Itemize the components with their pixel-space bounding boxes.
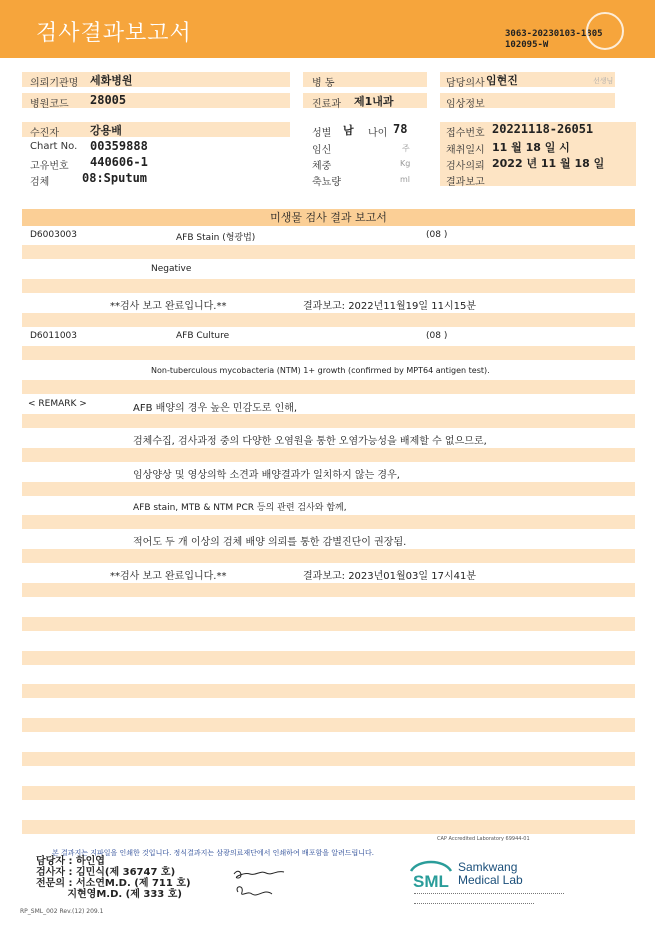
test2-specimen: (08 )	[426, 331, 448, 341]
label-urine-volume: 축뇨량	[312, 177, 341, 188]
remark-line: AFB 배양의 경우 높은 민감도로 인해,	[133, 403, 298, 414]
unit-weeks: 주	[402, 144, 410, 153]
result-band-row	[22, 380, 635, 394]
test1-report-time: 결과보고: 2022년11월19일 11시15분	[303, 301, 477, 312]
label-patient: 수진자	[30, 128, 59, 139]
test2-result: Non-tuberculous mycobacteria (NTM) 1+ growth (confirmed by MPT64 antigen test).	[151, 366, 490, 375]
result-band-row	[22, 786, 635, 800]
unit-ml: ml	[400, 175, 411, 184]
lab-name-line2: Medical Lab	[458, 873, 523, 887]
label-doctor: 담당의사	[446, 78, 485, 89]
value-receipt-no: 20221118-26051	[492, 122, 594, 136]
label-pregnancy: 임신	[312, 145, 332, 156]
result-band-row	[22, 414, 635, 428]
section-title: 미생물 검사 결과 보고서	[22, 209, 635, 226]
test2-completion: **검사 보고 완료입니다.**	[110, 571, 227, 582]
unit-kg: Kg	[400, 159, 411, 168]
result-band-row	[22, 245, 635, 259]
footer-notice: 본 결과지는 지파일을 인쇄한 것입니다. 정식결과지는 삼광의료재단에서 인쇄하여 배포함을 알려드립니다.	[52, 849, 375, 857]
lab-name-line1: Samkwang	[458, 860, 518, 874]
staff-line: 검사자 : 김민식(제 36747 호)	[36, 867, 176, 878]
label-collection-time: 채취일시	[446, 145, 485, 156]
label-weight: 체중	[312, 161, 332, 172]
test1-result: Negative	[151, 264, 192, 274]
label-hospital-code: 병원코드	[30, 99, 69, 110]
result-band-row	[22, 448, 635, 462]
result-band-row	[22, 752, 635, 766]
value-collection-time: 11 월 18 일 시	[492, 141, 570, 154]
label-specimen: 검체	[30, 177, 50, 188]
value-doctor: 임현진	[486, 74, 518, 87]
remark-line: AFB stain, MTB & NTM PCR 등의 관련 검사와 함께,	[133, 503, 347, 513]
value-unique-no: 440606-1	[90, 155, 148, 169]
result-band-row	[22, 279, 635, 293]
logo-text: SML	[413, 872, 449, 891]
result-band-row	[22, 718, 635, 732]
staff-line: 전문의 : 서소연M.D. (제 711 호)	[36, 878, 191, 889]
remark-line: 임상양상 및 영상의학 소견과 배양결과가 일치하지 않는 경우,	[133, 470, 400, 481]
test1-code: D6003003	[30, 230, 78, 240]
cap-accreditation: CAP Accredited Laboratory 69944-01	[437, 836, 530, 842]
test1-completion: **검사 보고 완료입니다.**	[110, 301, 227, 312]
label-sex: 성별	[312, 128, 332, 139]
label-hospital: 의뢰기관명	[30, 78, 79, 89]
sml-logo-icon	[408, 857, 454, 893]
test2-name: AFB Culture	[176, 331, 230, 341]
result-band-row	[22, 313, 635, 327]
value-hospital-code: 28005	[90, 93, 127, 107]
value-specimen: 08:Sputum	[82, 171, 148, 185]
label-result-report: 결과보고	[446, 177, 485, 188]
test1-name: AFB Stain (형광법)	[176, 233, 256, 243]
remark-line: 적어도 두 개 이상의 검체 배양 의뢰를 통한 감별진단이 권장됨.	[133, 537, 407, 548]
contact-line	[414, 903, 534, 907]
lab-name	[458, 861, 523, 887]
value-request-date: 2022 년 11 월 18 일	[492, 157, 605, 170]
value-sex: 남	[343, 124, 354, 137]
label-unique-no: 고유번호	[30, 161, 69, 172]
result-band-row	[22, 651, 635, 665]
label-ward: 병 동	[312, 78, 335, 89]
label-chart-no: Chart No.	[30, 141, 78, 152]
test2-report-time: 결과보고: 2023년01월03일 17시41분	[303, 571, 477, 582]
form-id: RP_SML_002 Rev.(12) 209.1	[20, 908, 104, 915]
result-band-row	[22, 346, 635, 360]
label-receipt-no: 접수번호	[446, 128, 485, 139]
result-band-row	[22, 515, 635, 529]
label-clinical-info: 임상정보	[446, 99, 485, 110]
label-department: 진료과	[312, 99, 341, 110]
staff-line: 담당자 : 하인엽	[36, 856, 105, 867]
value-department: 제1내과	[354, 95, 394, 108]
value-hospital: 세화병원	[90, 74, 133, 87]
report-code-line2: 102095-W	[505, 40, 549, 50]
test1-specimen: (08 )	[426, 230, 448, 240]
test2-code: D6011003	[30, 331, 78, 341]
remark-line: 검체수집, 검사과정 중의 다양한 오염원을 통한 오염가능성을 배제할 수 없으므로,	[133, 436, 487, 447]
result-band-row	[22, 549, 635, 563]
remark-label: < REMARK >	[28, 399, 87, 409]
sml-watermark-logo	[586, 12, 624, 50]
address-line	[414, 893, 564, 897]
value-chart-no: 00359888	[90, 139, 148, 153]
doctor-honorific: 선생님	[593, 77, 614, 85]
report-code-line1: 3063-20230103-1805	[505, 29, 603, 39]
label-request-date: 검사의뢰	[446, 161, 485, 172]
label-age: 나이	[368, 128, 388, 139]
page-title: 검사결과보고서	[36, 21, 192, 46]
result-band-row	[22, 482, 635, 496]
result-band-row	[22, 684, 635, 698]
result-band-row	[22, 820, 635, 834]
info-band	[22, 122, 290, 137]
staff-line: 지현영M.D. (제 333 호)	[36, 889, 182, 900]
value-patient: 강용배	[90, 124, 122, 137]
value-age: 78	[393, 122, 408, 136]
result-band-row	[22, 617, 635, 631]
signature-image	[230, 864, 290, 900]
result-band-row	[22, 583, 635, 597]
